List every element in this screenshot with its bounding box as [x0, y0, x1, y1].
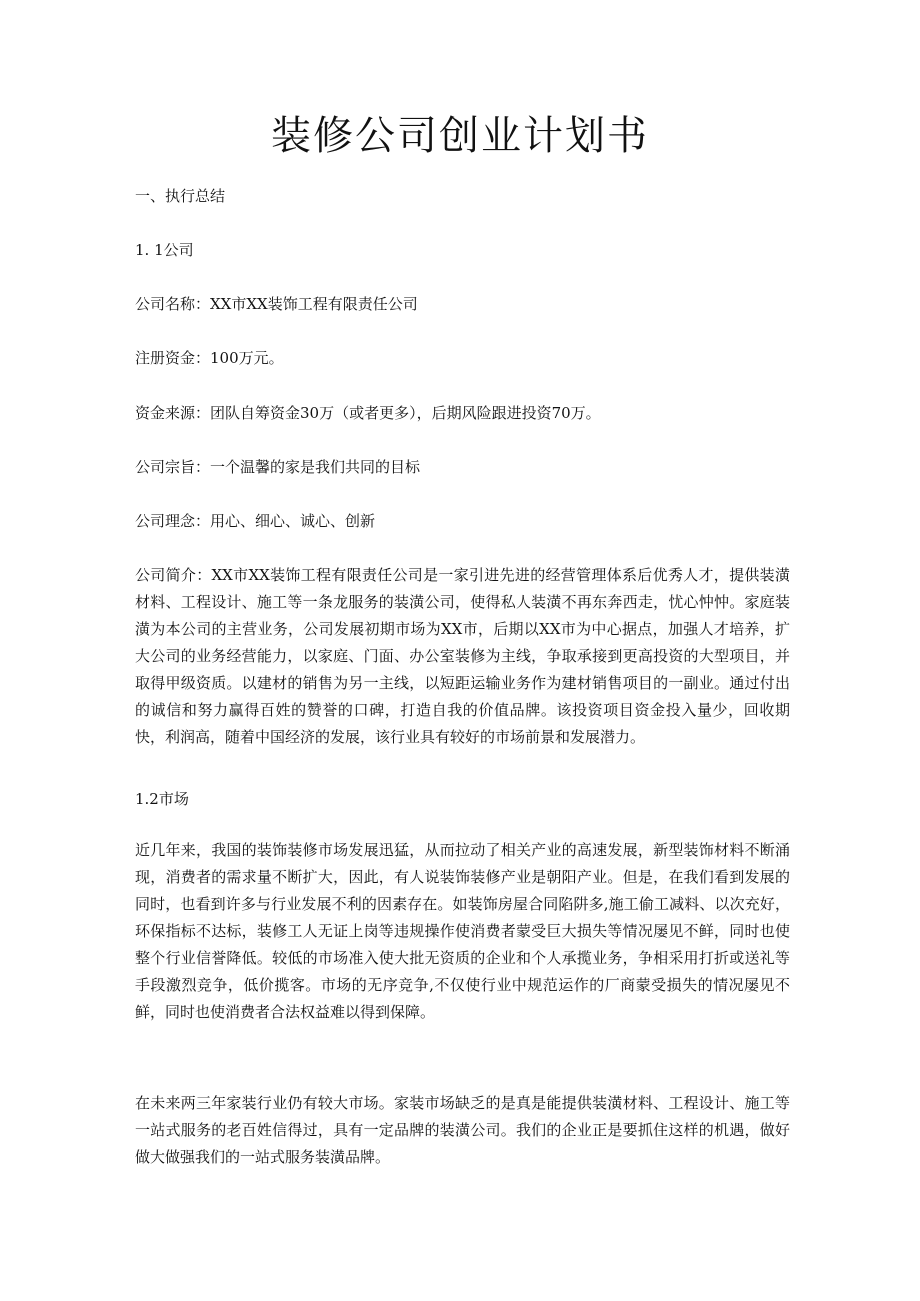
company-intro-paragraph: 公司简介：XX市XX装饰工程有限责任公司是一家引进先进的经营管理体系后优秀人才，提供装潢材料、工程设计、施工等一条龙服务的装潢公司，使得私人装潢不再东奔西走，忧心忡忡。家庭装潢为本公司的主营业务，公司发展初期市场为XX市，后期以XX市为中心据点，加强人才培养，扩大公司的业务经营能力，以家庭、门面、办公室装修为主线，争取承接到更高投资的大型项目，并取得甲级资质。以建材的销售为另一主线，以短距运输业务作为建材销售项目的一副业。通过付出的诚信和努力赢得百姓的赞誉的口碑，打造自我的价值品牌。该投资项目资金投入量少，回收期快，利润高，随着中国经济的发展，该行业具有较好的市场前景和发展潜力。	[135, 566, 790, 746]
market-paragraph-2: 在未来两三年家装行业仍有较大市场。家装市场缺乏的是真是能提供装潢材料、工程设计、施工等一站式服务的老百姓信得过，具有一定品牌的装潢公司。我们的企业正是要抓住这样的机遇，做好做大做强我们的一站式服务装潢品牌。	[135, 1094, 790, 1166]
subsection-heading-market: 1.2市场	[135, 790, 189, 808]
funding-source-line: 资金来源：团队自筹资金30万（或者更多），后期风险跟进投资70万。	[135, 404, 601, 422]
registered-capital-line: 注册资金：100万元。	[135, 349, 284, 367]
subsection-heading-company: 1. 1公司	[135, 241, 194, 259]
section-heading-executive-summary: 一、执行总结	[135, 187, 226, 205]
document-title: 装修公司创业计划书	[271, 113, 649, 159]
company-mission-line: 公司宗旨：一个温馨的家是我们共同的目标	[135, 458, 421, 476]
company-name-line: 公司名称：XX市XX装饰工程有限责任公司	[135, 295, 418, 313]
company-philosophy-line: 公司理念：用心、细心、诚心、创新	[135, 512, 376, 530]
market-paragraph-1: 近几年来，我国的装饰装修市场发展迅猛，从而拉动了相关产业的高速发展，新型装饰材料不断涌现，消费者的需求量不断扩大，因此，有人说装饰装修产业是朝阳产业。但是，在我们看到发展的同时，也看到许多与行业发展不利的因素存在。如装饰房屋合同陷阱多,施工偷工减料、以次充好，环保指标不达标，装修工人无证上岗等违规操作使消费者蒙受巨大损失等情况屡见不鲜，同时也使整个行业信誉降低。较低的市场准入使大批无资质的企业和个人承揽业务，争相采用打折或送礼等手段激烈竞争，低价揽客。市场的无序竞争,不仅使行业中规范运作的厂商蒙受损失的情况屡见不鲜，同时也使消费者合法权益难以得到保障。	[135, 841, 790, 1021]
